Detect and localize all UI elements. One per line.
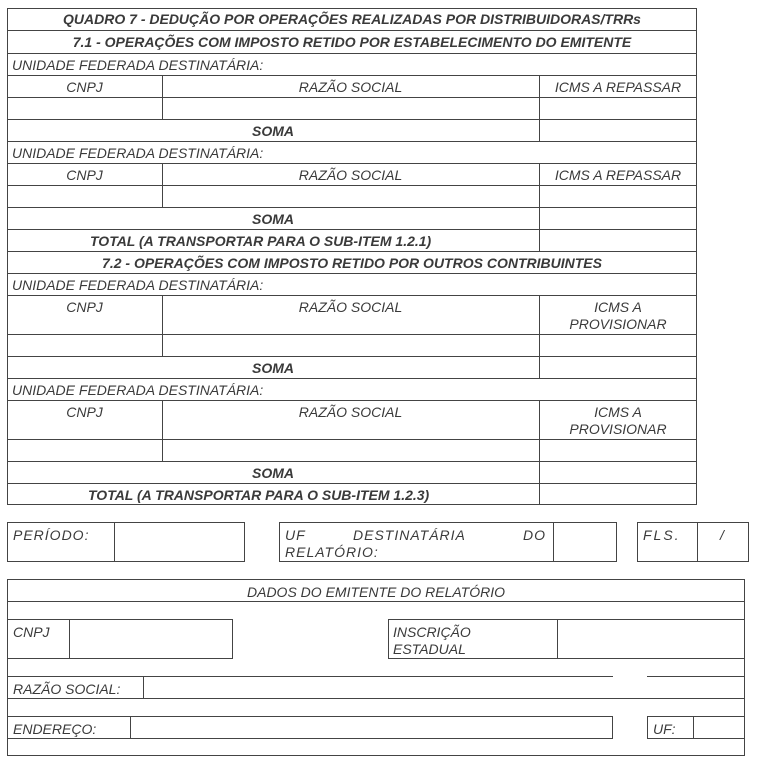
cnpj-input[interactable] — [8, 186, 162, 207]
razao-social-input[interactable] — [163, 335, 539, 356]
icms-provisionar-input[interactable] — [540, 335, 696, 356]
icms-repassar-input[interactable] — [540, 186, 696, 207]
cnpj-input[interactable] — [8, 98, 162, 119]
inscricao-estadual-label: ESTADUAL — [393, 641, 466, 657]
column-header-razao-social: RAZÃO SOCIAL — [298, 299, 403, 315]
uf-destinataria-relatorio-label: DESTINATÁRIA — [353, 527, 466, 543]
soma-input[interactable] — [540, 462, 696, 483]
endereco-input[interactable] — [131, 717, 612, 738]
soma-input[interactable] — [540, 357, 696, 378]
uf-destinataria-label: UNIDADE FEDERADA DESTINATÁRIA: — [12, 277, 264, 293]
periodo-label: PERÍODO: — [13, 527, 90, 543]
column-header-razao-social: RAZÃO SOCIAL — [298, 79, 403, 95]
emitente-uf-input[interactable] — [694, 717, 744, 738]
total-7-2-label: TOTAL (A TRANSPORTAR PARA O SUB-ITEM 1.2.3) — [88, 487, 430, 503]
cnpj-input[interactable] — [8, 335, 162, 356]
uf-destinataria-relatorio-label: DO — [523, 527, 546, 543]
cnpj-input[interactable] — [8, 440, 162, 461]
inscricao-estadual-label: INSCRIÇÃO — [393, 624, 471, 640]
emitente-razao-social-input[interactable] — [144, 677, 744, 698]
column-header-icms-provisionar: ICMS A — [594, 299, 642, 315]
section-7-1-title: 7.1 - OPERAÇÕES COM IMPOSTO RETIDO POR ESTABELECIMENTO DO EMITENTE — [72, 34, 632, 50]
uf-destinataria-label: UNIDADE FEDERADA DESTINATÁRIA: — [12, 145, 264, 161]
uf-destinataria-relatorio-label: UF — [285, 527, 306, 543]
column-header-razao-social: RAZÃO SOCIAL — [298, 167, 403, 183]
soma-label: SOMA — [252, 465, 294, 481]
column-header-cnpj: CNPJ — [66, 404, 103, 420]
emitente-cnpj-input[interactable] — [70, 620, 232, 658]
fls-label: FLS. — [643, 527, 681, 543]
emitente-title: DADOS DO EMITENTE DO RELATÓRIO — [247, 584, 505, 600]
column-header-icms-repassar: ICMS A REPASSAR — [554, 79, 682, 95]
column-header-icms-provisionar: PROVISIONAR — [569, 316, 667, 332]
fls-separator: / — [720, 527, 724, 543]
column-header-cnpj: CNPJ — [66, 167, 103, 183]
soma-input[interactable] — [540, 120, 696, 141]
icms-repassar-input[interactable] — [540, 98, 696, 119]
fls-total-input[interactable] — [727, 523, 748, 561]
razao-social-input[interactable] — [163, 98, 539, 119]
column-header-cnpj: CNPJ — [66, 79, 103, 95]
soma-label: SOMA — [252, 360, 294, 376]
emitente-cnpj-label: CNPJ — [13, 624, 50, 640]
column-header-icms-provisionar: PROVISIONAR — [569, 421, 667, 437]
inscricao-estadual-input[interactable] — [558, 620, 744, 658]
emitente-uf-label: UF: — [653, 721, 676, 737]
column-header-icms-provisionar: ICMS A — [594, 404, 642, 420]
razao-social-input[interactable] — [163, 186, 539, 207]
column-header-cnpj: CNPJ — [66, 299, 103, 315]
endereco-label: ENDEREÇO: — [13, 721, 97, 737]
razao-social-input[interactable] — [163, 440, 539, 461]
quadro-title: QUADRO 7 - DEDUÇÃO POR OPERAÇÕES REALIZADAS POR DISTRIBUIDORAS/TRRs — [63, 11, 641, 27]
periodo-input[interactable] — [115, 523, 244, 561]
uf-destinataria-relatorio-label: RELATÓRIO: — [285, 544, 379, 560]
uf-destinataria-relatorio-input[interactable] — [554, 523, 616, 561]
uf-destinataria-label: UNIDADE FEDERADA DESTINATÁRIA: — [12, 57, 264, 73]
uf-destinataria-label: UNIDADE FEDERADA DESTINATÁRIA: — [12, 382, 264, 398]
soma-input[interactable] — [540, 208, 696, 229]
total-7-2-input[interactable] — [540, 484, 696, 505]
total-7-1-input[interactable] — [540, 230, 696, 251]
soma-label: SOMA — [252, 123, 294, 139]
column-header-razao-social: RAZÃO SOCIAL — [298, 404, 403, 420]
icms-provisionar-input[interactable] — [540, 440, 696, 461]
fls-number-input[interactable] — [698, 523, 718, 561]
emitente-razao-social-label: RAZÃO SOCIAL: — [13, 681, 121, 697]
soma-label: SOMA — [252, 211, 294, 227]
column-header-icms-repassar: ICMS A REPASSAR — [554, 167, 682, 183]
section-7-2-title: 7.2 - OPERAÇÕES COM IMPOSTO RETIDO POR OUTROS CONTRIBUINTES — [102, 255, 602, 271]
total-7-1-label: TOTAL (A TRANSPORTAR PARA O SUB-ITEM 1.2.1) — [90, 233, 432, 249]
